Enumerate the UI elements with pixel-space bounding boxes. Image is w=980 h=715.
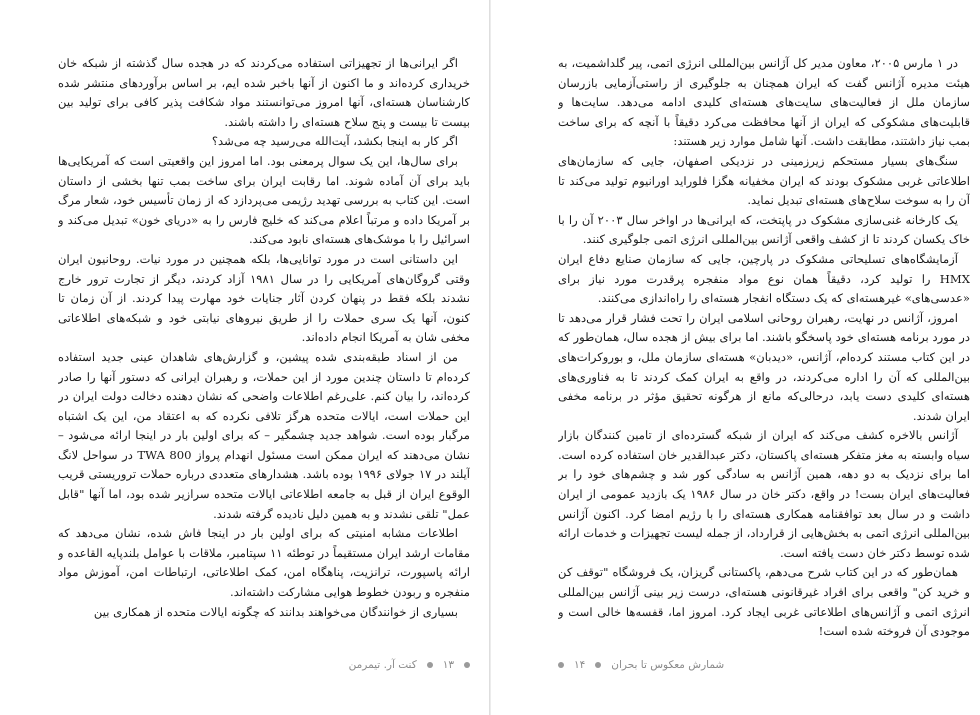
footer-dot (427, 662, 433, 668)
right-page (490, 0, 980, 715)
left-page-footer (58, 659, 470, 671)
paragraph: سنگ‌های بسیار مستحکم زیرزمینی در نزدیکی اصفهان، جایی که سازمان‌های اطلاعاتی غربی مشکوک بودند که ایران مخفیانه هگزا فلوراید اورانیوم تولید می‌کند تا آن را به سوخت سلاح‌های هسته‌ای تبدیل نماید. (558, 153, 970, 208)
footer-dot (595, 662, 601, 668)
paragraph: من از اسناد طبقه‌بندی شده پیشین، و گزارش‌های شاهدان عینی جدید استفاده کرده‌ام تا داستان چندین مورد از این حملات، و رهبران ایرانی که دستور آنها را صادر کرده‌اند، را بیان کنم. علی‌رغم اطلاعات واضحی که نشان دهنده دخالت دولت ایران در این حملات است، ایالات متحده هرگز تلافی نکرده که به اعتقاد من، این یک اشتباه مرگبار بوده است. شواهد جدید چشمگیر – که برای اولین بار در اینجا ارائه می‌شود – نشان می‌دهند که ایران ممکن است مسئول انهدام پرواز TWA 800 در سواحل لانگ آیلند در ۱۷ جولای ۱۹۹۶ بوده باشد. هشدارهای متعددی درباره حملات تروریستی قریب الوقوع ایران از قبل به جامعه اطلاعاتی ایالات متحده سرازیر شده بود، اما آنها "قابل عمل" تلقی نشدند و به همین دلیل نادیده گرفته شدند. (58, 349, 470, 521)
right-page-footer (558, 659, 970, 671)
paragraph: اطلاعات مشابه امنیتی که برای اولین بار در اینجا فاش شده، نشان می‌دهد که مقامات ارشد ایران مستقیماً در توطئه ۱۱ سپتامبر، ملاقات با عوامل بلندپایه القاعده و ارائه پاسپورت، ترانزیت، پناهگاه امن، کمک اطلاعاتی، ارتباطات امن، آموزش مواد منفجره و ربودن خطوط هوایی مشارکت داشته‌اند. (58, 526, 470, 600)
paragraph: یک کارخانه غنی‌سازی مشکوک در پاپتخت، که ایرانی‌ها در اواخر سال ۲۰۰۳ آن را با خاک یکسان کردند تا از کشف واقعی آژانس بین‌المللی انرژی اتمی جلوگیری کنند. (558, 212, 970, 247)
paragraph: اگر کار به اینجا بکشد، آیت‌الله می‌رسید چه می‌شد؟ (211, 134, 458, 149)
paragraph: همان‌طور که در این کتاب شرح می‌دهم، پاکستانی گریزان، یک فروشگاه "توقف کن و خرید کن" واقعی برای افراد غیرقانونی هسته‌ای، درست زیر بینی آژانس بین‌المللی انرژی اتمی و آژانس‌های اطلاعاتی غربی ایجاد کرد. امروز اما، قفسه‌ها خالی است و موجودی آن فروخته شده است! (558, 565, 970, 639)
paragraph: امروز، آژانس در نهایت، رهبران روحانی اسلامی ایران را تحت فشار قرار می‌دهد تا در مورد برنامه هسته‌ای خود پاسخگو باشند. اما برای بیش از هجده سال، همان‌طور که در این کتاب مستند کرده‌ام، آژانس، «دیدبان» هسته‌ای سازمان ملل، و بوروکرات‌های بین‌المللی که آن را اداره می‌کردند، در واقع به ایران کمک کردند تا به فناوری‌های هسته‌ای کلیدی دست یابد، درحالی‌که مانع از هرگونه تحقیق مؤثر در برنامه مخفی ایران شدند. (558, 310, 970, 423)
paragraph: آژانس بالاخره کشف می‌کند که ایران از شبکه گسترده‌ای از تامین کنندگان بازار سیاه وابسته به مغز متفکر هسته‌ای پاکستان، دکتر عبدالقدیر خان استفاده کرده است. اما برای نزدیک به دو دهه، همین آژانس به سادگی کور شد و چشم‌های خود را بر فعالیت‌های ایران بست! در واقع، دکتر خان در سال ۱۹۸۶ یک بازدید عمومی از ایران داشت و در سال بعد توافقنامه همکاری هسته‌ای را با رژیم امضا کرد. اکنون آژانس بین‌المللی انرژی اتمی به بخش‌هایی از قرارداد، از جمله لیست تجهیزات و خدمات ارائه شده توسط دکتر خان دست یافته است. (558, 428, 970, 560)
footer-dot (558, 662, 564, 668)
paragraph: در ۱ مارس ۲۰۰۵، معاون مدیر کل آژانس بین‌المللی انرژی اتمی، پیر گلداشمیت، به هیئت مدیره آژانس گفت که ایران همچنان به جلوگیری از راستی‌آزمایی بازرسان سازمان ملل از فعالیت‌های سایت‌های هسته‌ای کلیدی ادامه می‌دهد. سایت‌ها و قابلیت‌های مشکوکی که ایران از آنها محافظت می‌کرد دقیقاً با آنچه که برای ساخت بمب نیاز داشتند، مطابقت داشت. آنها شامل موارد زیر هستند: (558, 56, 970, 149)
page-number: ۱۳ (442, 659, 454, 671)
paragraph: بسیاری از خوانندگان می‌خواهند بدانند که چگونه ایالات متحده از همکاری بین (93, 604, 458, 619)
footer-dot (464, 662, 470, 668)
running-head: شمارش معکوس تا بحران (611, 659, 725, 671)
right-page-text (558, 54, 970, 644)
paragraph: این داستانی است در مورد توانایی‌ها، بلکه همچنین در مورد نیات. روحانیون ایران وقتی گروگان‌های آمریکایی را در سال ۱۹۸۱ آزاد کردند، دیگر از تجارت ترور خارج نشدند بلکه فقط در پنهان کردن آثار جنایات خود مهارت پیدا کردند. از آن زمان تا کنون، آنها یک سری حملات را از طریق نیروهای نیابتی خود و شبکه‌های اطلاعاتی مخفی شان به آمریکا انجام داده‌اند. (58, 251, 470, 345)
left-page-text (58, 54, 470, 644)
page-number: ۱۴ (574, 659, 586, 671)
paragraph: آزمایشگاه‌های تسلیحاتی مشکوک در پارچین، جایی که سازمان صنایع دفاع ایران HMX را تولید کرد، دقیقاً همان نوع مواد منفجره پرقدرت مورد نیاز برای «عدسی‌های» غیرهسته‌ای که یک دستگاه انفجار هسته‌ای را راه‌اندازی می‌کنند. (558, 251, 970, 306)
running-head: کنت آر. تیمرمن (348, 659, 417, 671)
paragraph: برای سال‌ها، این یک سوال پرمعنی بود. اما امروز این واقعیتی است که آمریکایی‌ها باید برای آن آماده شوند. اما رقابت ایران برای ساخت بمب تنها بخشی از داستان است. این کتاب به بررسی تهدید رژیمی می‌پردازد که از زمان تأسیس خود، شعار مرگ بر آمریکا داده و مرتباً اعلام می‌کند که خلیج فارس را به «دریای خون» تبدیل می‌کند و اسرائیل را با موشک‌های هسته‌ای نابود می‌کند. (58, 153, 470, 247)
paragraph: اگر ایرانی‌ها از تجهیزاتی استفاده می‌کردند که در هجده سال گذشته از شبکه خان خریداری کرده‌اند و ما اکنون از آنها باخبر شده ایم، بر اساس برآوردهای منتشر شده کارشناسان هسته‌ای، آنها امروز می‌توانستند مواد شکافت پذیر کافی برای تولید بین بیست تا بیست و پنج سلاح هسته‌ای را داشته باشند. (58, 56, 470, 129)
